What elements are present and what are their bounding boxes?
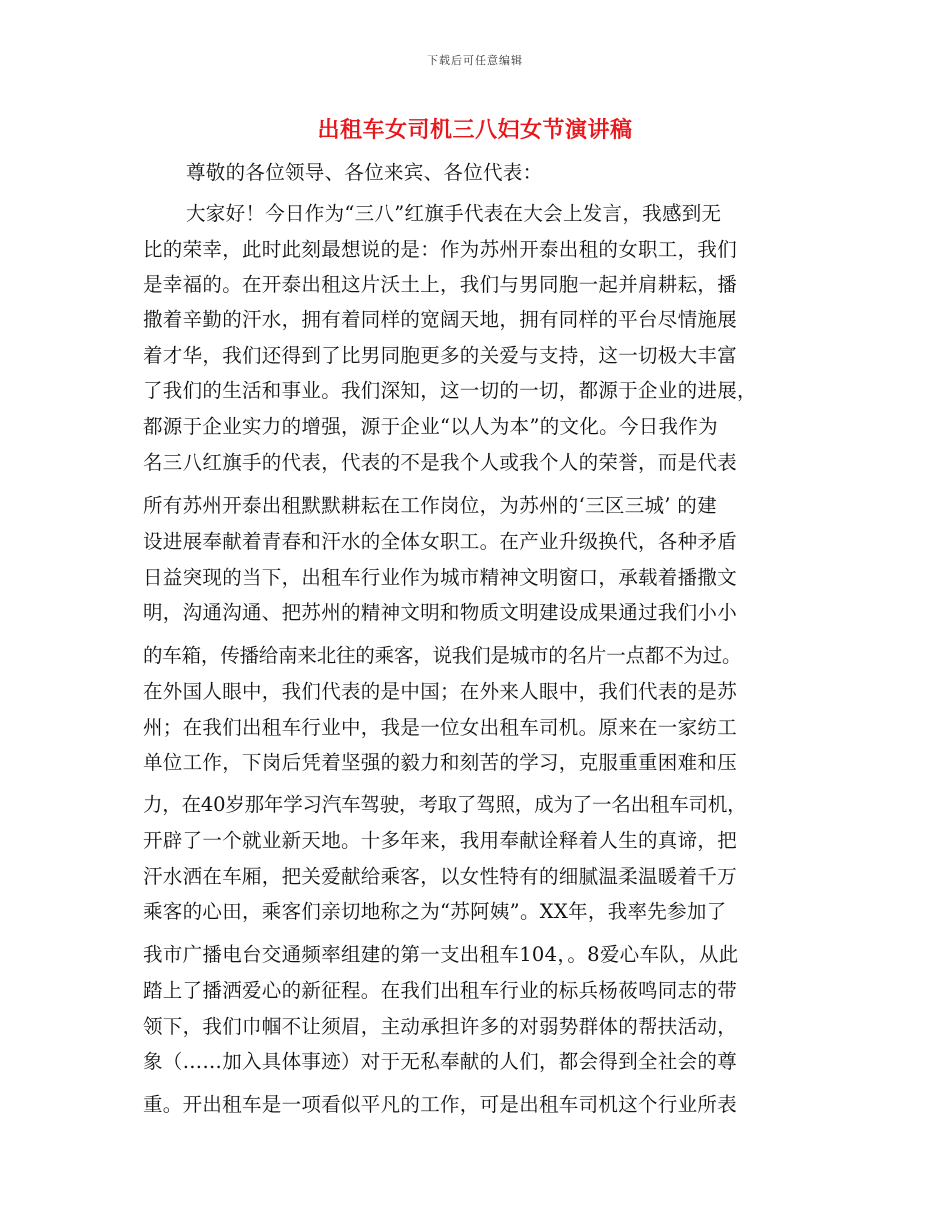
body-line: 汗水洒在车厢，把关爱献给乘客，以女性特有的细腻温柔温暖着千万	[143, 865, 738, 888]
body-line: 的车箱，传播给南来北往的乘客，说我们是城市的名片一点都不为过。	[143, 644, 742, 667]
body-line: 象（……加入具体事迹）对于无私奉献的人们，都会得到全社会的尊	[143, 1050, 737, 1073]
salutation: 尊敬的各位领导、各位来宾、各位代表：	[186, 161, 543, 184]
body-line: 所有苏州开泰出租默默耕耘在工作岗位，为苏州的‘三区三城’ 的建	[143, 494, 717, 517]
body-line: 撒着辛勤的汗水，拥有着同样的宽阔天地，拥有同样的平台尽情施展	[143, 308, 738, 331]
body-line: 重。开出租车是一项看似平凡的工作，可是出租车司机这个行业所表	[143, 1093, 738, 1116]
body-line: 乘客的心田，乘客们亲切地称之为“苏阿姨”。XX年，我率先参加了	[143, 900, 727, 923]
body-line: 设进展奉献着青春和汗水的全体女职工。在产业升级换代，各种矛盾	[143, 530, 738, 553]
body-line: 着才华，我们还得到了比男同胞更多的关爱与支持，这一切极大丰富	[143, 344, 738, 367]
body-line: 日益突现的当下，出租车行业作为城市精神文明窗口，承载着播撒文	[143, 566, 738, 589]
body-line: 在外国人眼中，我们代表的是中国；在外来人眼中，我们代表的是苏	[143, 680, 738, 703]
body-line: 单位工作，下岗后凭着坚强的毅力和刻苦的学习，克服重重困难和压	[143, 751, 738, 774]
body-line: 领下，我们巾帼不让须眉，主动承担许多的对弱势群体的帮扶活动，	[143, 1015, 738, 1038]
body-line: 比的荣幸，此时此刻最想说的是：作为苏州开泰出租的女职工，我们	[143, 238, 738, 261]
document-title: 出租车女司机三八妇女节演讲稿	[317, 117, 633, 143]
body-line: 了我们的生活和事业。我们深知，这一切的一切，都源于企业的进展，	[143, 379, 757, 402]
body-line: 大家好！今日作为“三八”红旗手代表在大会上发言，我感到无	[186, 202, 722, 225]
body-line: 都源于企业实力的增强，源于企业“以人为本”的文化。今日我作为	[143, 415, 718, 438]
body-line: 明，沟通沟通、把苏州的精神文明和物质文明建设成果通过我们小小	[143, 601, 738, 624]
body-line: 开辟了一个就业新天地。十多年来，我用奉献诠释着人生的真谛，把	[143, 829, 738, 852]
body-line: 是幸福的。在开泰出租这片沃土上，我们与男同胞一起并肩耕耘，播	[143, 273, 738, 296]
body-line: 力，在40岁那年学习汽车驾驶，考取了驾照，成为了一名出租车司机，	[143, 793, 747, 816]
body-line: 名三八红旗手的代表，代表的不是我个人或我个人的荣誉，而是代表	[143, 451, 738, 474]
body-line: 我市广播电台交通频率组建的第一支出租车104，。8爱心车队，从此	[143, 943, 739, 966]
header-note: 下载后可任意编辑	[427, 54, 523, 67]
body-line: 踏上了播洒爱心的新征程。在我们出租车行业的标兵杨莜鸣同志的带	[143, 979, 738, 1002]
body-line: 州；在我们出租车行业中，我是一位女出租车司机。原来在一家纺工	[143, 716, 738, 739]
